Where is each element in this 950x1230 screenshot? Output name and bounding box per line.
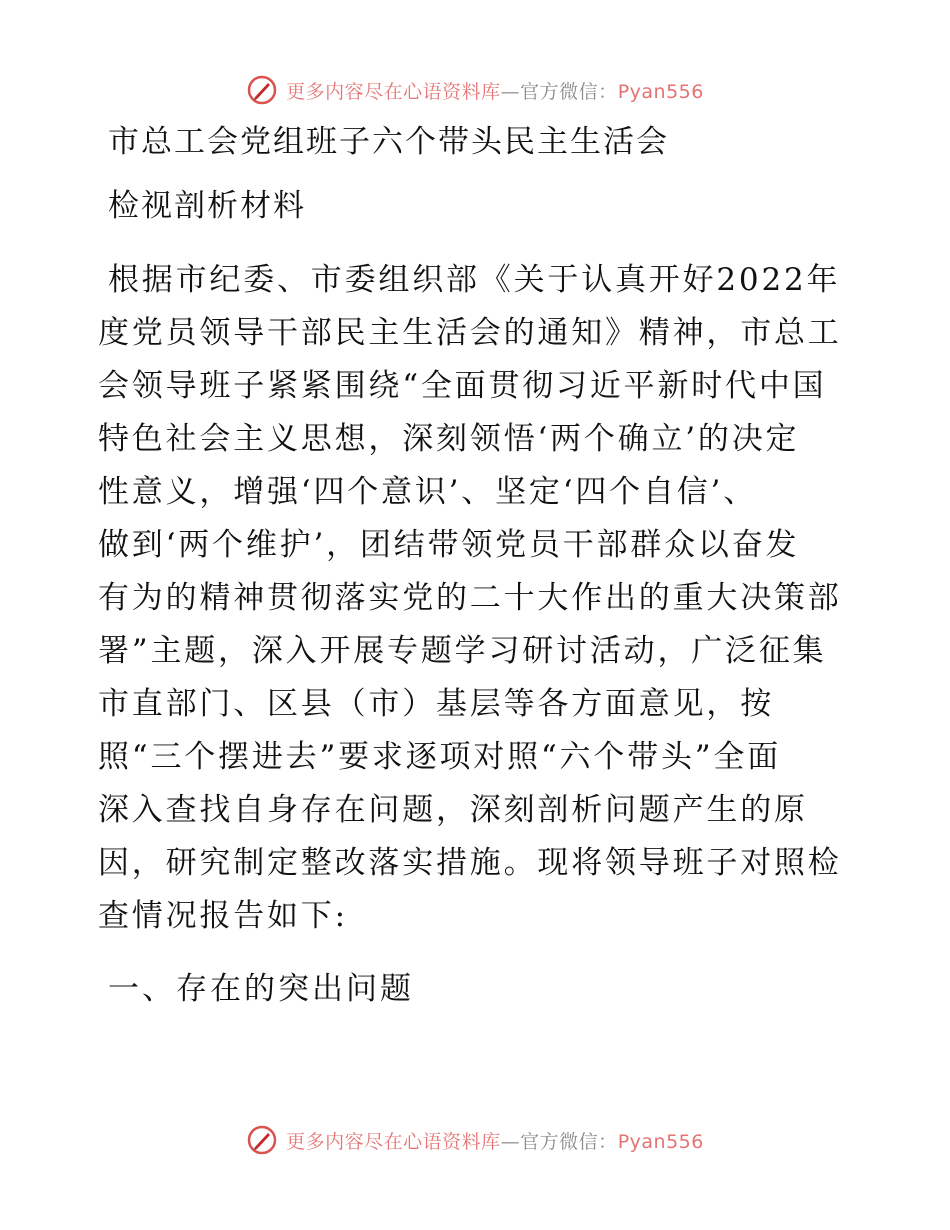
watermark-main: 更多内容尽在心语资料库 (286, 80, 501, 103)
paragraph-line: 查情况报告如下: (98, 898, 348, 934)
paragraph-line: 深入查找自身存在问题，深刻剖析问题产生的原 (98, 792, 808, 828)
paragraph-line: 市直部门、区县（市）基层等各方面意见，按 (98, 686, 774, 722)
watermark-wechat-label: 官方微信： (520, 80, 618, 103)
paragraph-line: 照“三个摆进去”要求逐项对照“六个带头”全面 (98, 739, 781, 775)
section-heading: 一、存在的突出问题 (108, 971, 414, 1007)
paragraph-line: 因，研究制定整改落实措施。现将领导班子对照检 (98, 845, 842, 881)
document-subtitle: 检视剖析材料 (108, 188, 306, 224)
watermark-wechat-id: Pyan556 (617, 1130, 704, 1153)
quill-logo-icon (246, 74, 278, 106)
paragraph-line: 度党员领导干部民主生活会的通知》精神，市总工 (98, 315, 842, 351)
document-body (98, 122, 853, 1009)
paragraph-line: 署”主题，深入开展专题学习研讨活动，广泛征集 (98, 633, 827, 669)
watermark-wechat-id: Pyan556 (617, 80, 704, 103)
watermark-wechat-label: 官方微信： (520, 1130, 618, 1153)
paragraph-line: 根据市纪委、市委组织部《关于认真开好2022年 (108, 262, 841, 298)
footer-watermark (0, 1120, 950, 1160)
watermark-separator: — (500, 1130, 521, 1153)
header-watermark (0, 70, 950, 110)
paragraph-line: 会领导班子紧紧围绕“全面贯彻习近平新时代中国 (98, 368, 827, 404)
paragraph-line: 特色社会主义思想，深刻领悟‘两个确立’的决定 (98, 421, 800, 457)
watermark-text (286, 77, 704, 104)
intro-paragraph (98, 254, 853, 943)
watermark-text (286, 1127, 704, 1154)
watermark-separator: — (500, 80, 521, 103)
watermark-main: 更多内容尽在心语资料库 (286, 1130, 501, 1153)
quill-logo-icon (246, 1124, 278, 1156)
paragraph-line: 有为的精神贯彻落实党的二十大作出的重大决策部 (98, 580, 842, 616)
document-title: 市总工会党组班子六个带头民主生活会 (108, 124, 669, 160)
paragraph-line: 性意义，增强‘四个意识’、坚定‘四个自信’、 (98, 474, 758, 510)
paragraph-line: 做到‘两个维护’，团结带领党员干部群众以奋发 (98, 527, 800, 563)
